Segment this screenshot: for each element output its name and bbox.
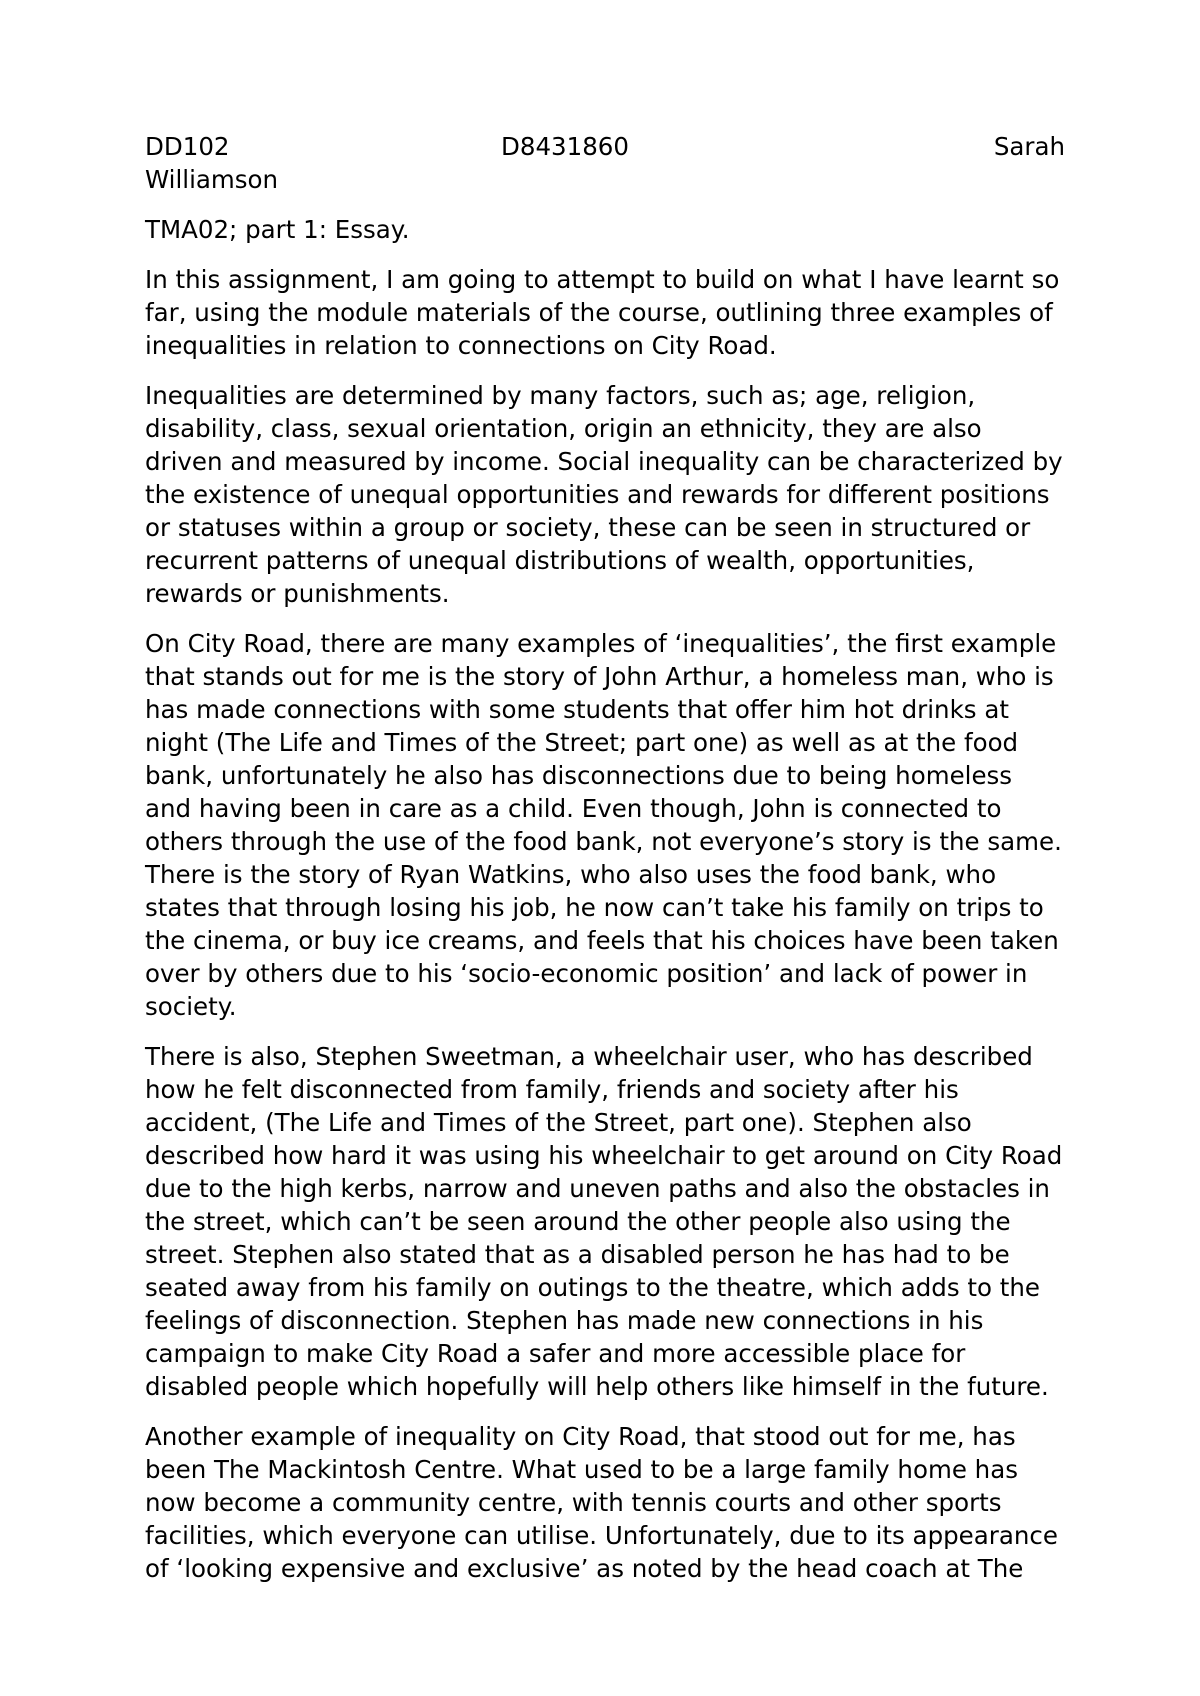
paragraph-inequalities-definition: Inequalities are determined by many factors, such as; age, religion, disability, class, sexual orientation, origin an ethnicity, they are also driven and measured by income. Social inequality can be characterized by the existence of unequal opportunities and rewards for different positions or statuses within a group or society, these can be seen in structured or recurrent patterns of unequal distributions of wealth, opportunities, rewards or punishments. <box>145 381 1063 608</box>
student-first-name: Sarah <box>993 132 1065 161</box>
student-id: D8431860 <box>501 132 629 161</box>
student-last-name: Williamson <box>145 165 279 194</box>
header-line <box>145 130 1065 163</box>
course-code: DD102 <box>145 132 230 161</box>
paragraph-john-arthur: On City Road, there are many examples of ‘inequalities’, the first example that stands out for me is the story of John Arthur, a homeless man, who is has made connections with some students that offer him hot drinks at night (The Life and Times of the Street; part one) as well as at the food bank, unfortunately he also has disconnections due to being homeless and having been in care as a child. Even though, John is connected to others through the use of the food bank, not everyone’s story is the same. There is the story of Ryan Watkins, who also uses the food bank, who states that through losing his job, he now can’t take his family on trips to the cinema, or buy ice creams, and feels that his choices have been taken over by others due to his ‘socio-economic position’ and lack of power in society. <box>145 629 1062 1021</box>
document-page <box>145 130 1065 1585</box>
paragraph-stephen-sweetman: There is also, Stephen Sweetman, a wheelchair user, who has described how he felt disconnected from family, friends and society after his accident, (The Life and Times of the Street, part one). Stephen also described how hard it was using his wheelchair to get around on City Road due to the high kerbs, narrow and uneven paths and also the obstacles in the street, which can’t be seen around the other people also using the street. Stephen also stated that as a disabled person he has had to be seated away from his family on outings to the theatre, which adds to the feelings of disconnection. Stephen has made new connections in his campaign to make City Road a safer and more accessible place for disabled people which hopefully will help others like himself in the future. <box>145 1042 1063 1401</box>
paragraph-mackintosh-centre: Another example of inequality on City Road, that stood out for me, has been The Mackintosh Centre. What used to be a large family home has now become a community centre, with tennis courts and other sports facilities, which everyone can utilise. Unfortunately, due to its appearance of ‘looking expensive and exclusive’ as noted by the head coach at The <box>145 1422 1058 1583</box>
assignment-title: TMA02; part 1: Essay. <box>145 215 410 244</box>
paragraph-introduction: In this assignment, I am going to attempt to build on what I have learnt so far, using the module materials of the course, outlining three examples of inequalities in relation to connections on City Road. <box>145 265 1060 360</box>
